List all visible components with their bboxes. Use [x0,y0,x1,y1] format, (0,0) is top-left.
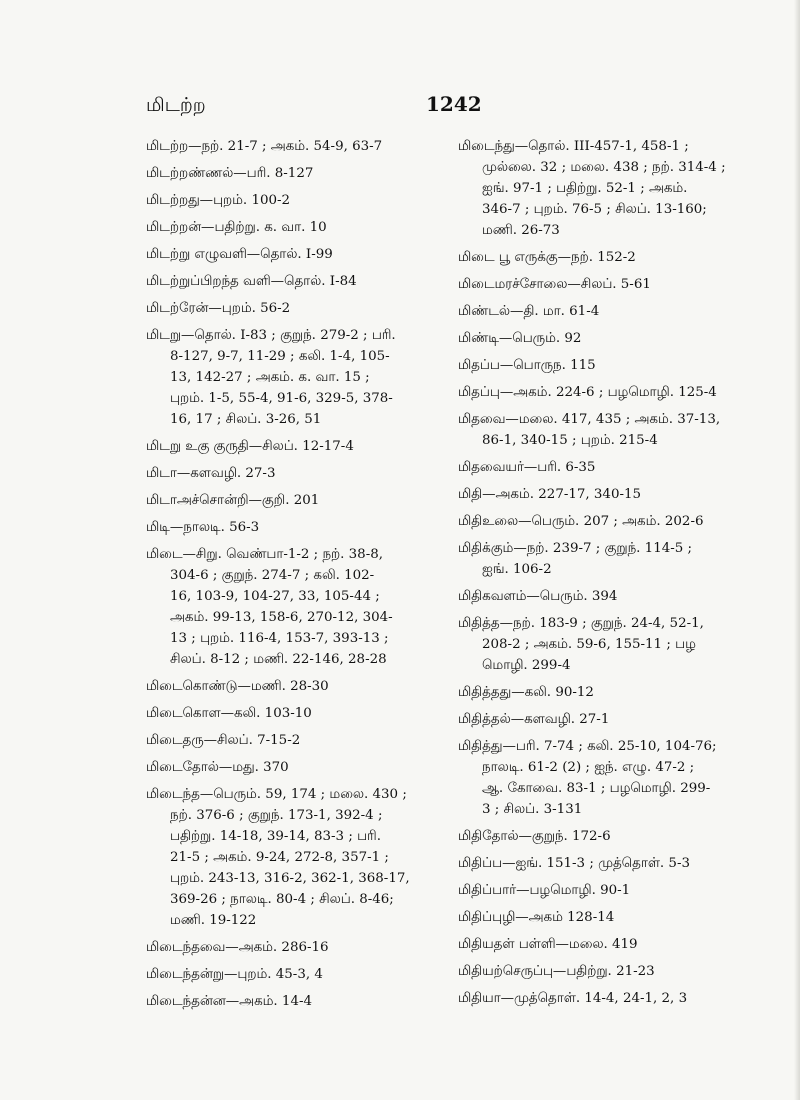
index-entry-headword-line: மிடைந்தவை—அகம். 286-16 [146,940,329,955]
index-entry [458,511,758,532]
index-entry [458,988,758,1009]
page-number: 1242 [426,92,482,116]
index-entry-headword-line: மிடற்ற—நற். 21-7 ; அகம். 54-9, 63-7 [146,139,383,154]
index-entry-headword-line: மிடற்றுப்பிறந்த வளி—தொல். I-84 [146,274,357,289]
index-entry [458,355,758,376]
index-entry [146,436,446,457]
index-entry-headword-line: மிதித்து—பரி. 7-74 ; கலி. 25-10, 104-76; [458,739,717,754]
index-entry-headword-line: மிடாஅச்சொன்றி—குறி. 201 [146,493,320,508]
index-entry-headword-line: மிதிப்ப—ஐங். 151-3 ; முத்தொள். 5-3 [458,856,690,871]
index-entry [146,757,446,778]
index-entry [458,136,758,241]
index-entry-headword-line: மிதித்த—நற். 183-9 ; குறுந். 24-4, 52-1, [458,616,704,631]
index-entry-continuation-line: புறம். 243-13, 316-2, 362-1, 368-17, [170,871,410,886]
index-entry-headword-line: மிதிப்புழி—அகம் 128-14 [458,910,615,925]
index-entry-headword-line: மிடைமரச்சோலை—சிலப். 5-61 [458,277,651,292]
index-entry-headword-line: மிதிக்கும்—நற். 239-7 ; குறுந். 114-5 ; [458,541,693,556]
index-entry [146,163,446,184]
index-entry [458,934,758,955]
index-entry-headword-line: மிதியா—முத்தொள். 14-4, 24-1, 2, 3 [458,991,688,1006]
index-entry-headword-line: மிதவையர்—பரி. 6-35 [458,460,596,475]
index-entry-headword-line: மிதவை—மலை. 417, 435 ; அகம். 37-13, [458,412,721,427]
index-entry-headword-line: மிடைதோல்—மது. 370 [146,760,289,775]
index-entry [458,274,758,295]
index-entry-continuation-line: சிலப். 8-12 ; மணி. 22-146, 28-28 [170,652,387,667]
index-entry-headword-line: மிடை—சிறு. வெண்பா-1-2 ; நற். 38-8, [146,547,384,562]
index-entry-continuation-line: 3 ; சிலப். 3-131 [482,802,583,817]
index-entry-headword-line: மிடறு—தொல். I-83 ; குறுந். 279-2 ; பரி. [146,328,396,343]
index-entry-continuation-line: 13, 142-27 ; அகம். க. வா. 15 ; [170,370,370,385]
index-entry-headword-line: மிடற்ரேன்—புறம். 56-2 [146,301,291,316]
index-entry [458,682,758,703]
index-entry [458,586,758,607]
index-entry [146,784,446,931]
index-entry [458,301,758,322]
index-entry [458,826,758,847]
index-entry [146,730,446,751]
index-entry [458,736,758,820]
index-entry-headword-line: மிதப்பு—அகம். 224-6 ; பழமொழி. 125-4 [458,385,717,400]
index-entry-headword-line: மிடற்றது—புறம். 100-2 [146,193,291,208]
index-entry [146,190,446,211]
index-entry [146,463,446,484]
index-entry [146,298,446,319]
index-entry [146,964,446,985]
index-entry-continuation-line: ஐங். 97-1 ; பதிற்று. 52-1 ; அகம். [482,181,688,196]
index-entry-continuation-line: முல்லை. 32 ; மலை. 438 ; நற். 314-4 ; [482,160,726,175]
index-entry-headword-line: மிதித்தல்—களவழி. 27-1 [458,712,610,727]
index-entry-headword-line: மிடைகொள—கலி. 103-10 [146,706,312,721]
index-entry [458,484,758,505]
index-entry-continuation-line: மொழி. 299-4 [482,658,571,673]
index-entry [146,271,446,292]
index-entry-continuation-line: மணி. 19-122 [170,913,257,928]
index-entry [146,991,446,1012]
index-entry [458,382,758,403]
index-entry-headword-line: மிடைந்தன்று—புறம். 45-3, 4 [146,967,323,982]
index-entry-continuation-line: 21-5 ; அகம். 9-24, 272-8, 357-1 ; [170,850,389,865]
index-entry-headword-line: மிதிகவளம்—பெரும். 394 [458,589,618,604]
index-entry [458,961,758,982]
index-entry-continuation-line: 304-6 ; குறுந். 274-7 ; கலி. 102- [170,568,375,583]
index-entry-headword-line: மிதியதள் பள்ளி—மலை. 419 [458,937,638,952]
index-entry-headword-line: மிதி—அகம். 227-17, 340-15 [458,487,642,502]
index-entry-headword-line: மிடைந்தன்ன—அகம். 14-4 [146,994,313,1009]
index-entry-continuation-line: 346-7 ; புறம். 76-5 ; சிலப். 13-160; [482,202,707,217]
index-entry-headword-line: மிடற்றண்ணல்—பரி. 8-127 [146,166,314,181]
index-entry [458,457,758,478]
index-entry [146,490,446,511]
index-entry-headword-line: மிடை பூ எருக்கு—நற். 152-2 [458,250,636,265]
index-entry-continuation-line: 86-1, 340-15 ; புறம். 215-4 [482,433,658,448]
index-entry-headword-line: மிடற்று எழுவளி—தொல். I-99 [146,247,333,262]
index-entry [146,937,446,958]
index-entry-headword-line: மிதியற்செருப்பு—பதிற்று. 21-23 [458,964,655,979]
index-entry [458,709,758,730]
index-entry [458,409,758,451]
index-entry-continuation-line: 8-127, 9-7, 11-29 ; கலி. 1-4, 105- [170,349,390,364]
index-entry-continuation-line: புறம். 1-5, 55-4, 91-6, 329-5, 378- [170,391,393,406]
index-entry-headword-line: மிடைகொண்டு—மணி. 28-30 [146,679,329,694]
index-entry [458,328,758,349]
index-entry [458,538,758,580]
index-entry-headword-line: மிடைந்த—பெரும். 59, 174 ; மலை. 430 ; [146,787,407,802]
index-entry [458,613,758,676]
index-entry [146,244,446,265]
index-entry-headword-line: மிதிஉலை—பெரும். 207 ; அகம். 202-6 [458,514,704,529]
index-entry-headword-line: மிண்டல்—தி. மா. 61-4 [458,304,600,319]
index-entry [458,247,758,268]
index-entry-headword-line: மிடி—நாலடி. 56-3 [146,520,260,535]
index-entry [146,676,446,697]
index-entry-continuation-line: 369-26 ; நாலடி. 80-4 ; சிலப். 8-46; [170,892,394,907]
index-entry [458,880,758,901]
index-column-right [458,136,758,1015]
index-column-left [146,136,446,1018]
index-entry-headword-line: மிடைந்து—தொல். III-457-1, 458-1 ; [458,139,689,154]
page-edge-shadow [794,0,800,1100]
index-entry [146,325,446,430]
index-entry [458,907,758,928]
index-entry-continuation-line: அகம். 99-13, 158-6, 270-12, 304- [170,610,393,625]
index-entry-headword-line: மிடற்றன்—பதிற்று. க. வா. 10 [146,220,327,235]
index-entry-continuation-line: 16, 103-9, 104-27, 33, 105-44 ; [170,589,380,604]
index-entry [146,136,446,157]
index-entry-headword-line: மிண்டி—பெரும். 92 [458,331,582,346]
index-entry-headword-line: மிதிப்பார்—பழமொழி. 90-1 [458,883,631,898]
index-entry-continuation-line: ஆ. கோவை. 83-1 ; பழமொழி. 299- [482,781,711,796]
index-entry-continuation-line: 208-2 ; அகம். 59-6, 155-11 ; பழ [482,637,696,652]
index-entry [146,517,446,538]
index-entry-continuation-line: நாலடி. 61-2 (2) ; ஐந். எழு. 47-2 ; [482,760,695,775]
index-entry [146,703,446,724]
index-entry [146,217,446,238]
index-entry [146,544,446,670]
index-entry-continuation-line: ஐங். 106-2 [482,562,552,577]
index-entry-headword-line: மிடறு உகு குருதி—சிலப். 12-17-4 [146,439,354,454]
index-entry-headword-line: மிடா—களவழி. 27-3 [146,466,276,481]
index-entry-continuation-line: மணி. 26-73 [482,223,560,238]
index-entry-continuation-line: பதிற்று. 14-18, 39-14, 83-3 ; பரி. [170,829,381,844]
index-entry-headword-line: மிதப்ப—பொருந. 115 [458,358,596,373]
page-header [0,94,800,124]
index-entry-continuation-line: 13 ; புறம். 116-4, 153-7, 393-13 ; [170,631,389,646]
index-entry-headword-line: மிதித்தது—கலி. 90-12 [458,685,594,700]
index-entry-headword-line: மிடைதரு—சிலப். 7-15-2 [146,733,301,748]
index-entry [458,853,758,874]
index-entry-headword-line: மிதிதோல்—குறுந். 172-6 [458,829,611,844]
running-head: மிடற்ற [146,94,206,116]
index-entry-continuation-line: நற். 376-6 ; குறுந். 173-1, 392-4 ; [170,808,383,823]
index-entry-continuation-line: 16, 17 ; சிலப். 3-26, 51 [170,412,322,427]
